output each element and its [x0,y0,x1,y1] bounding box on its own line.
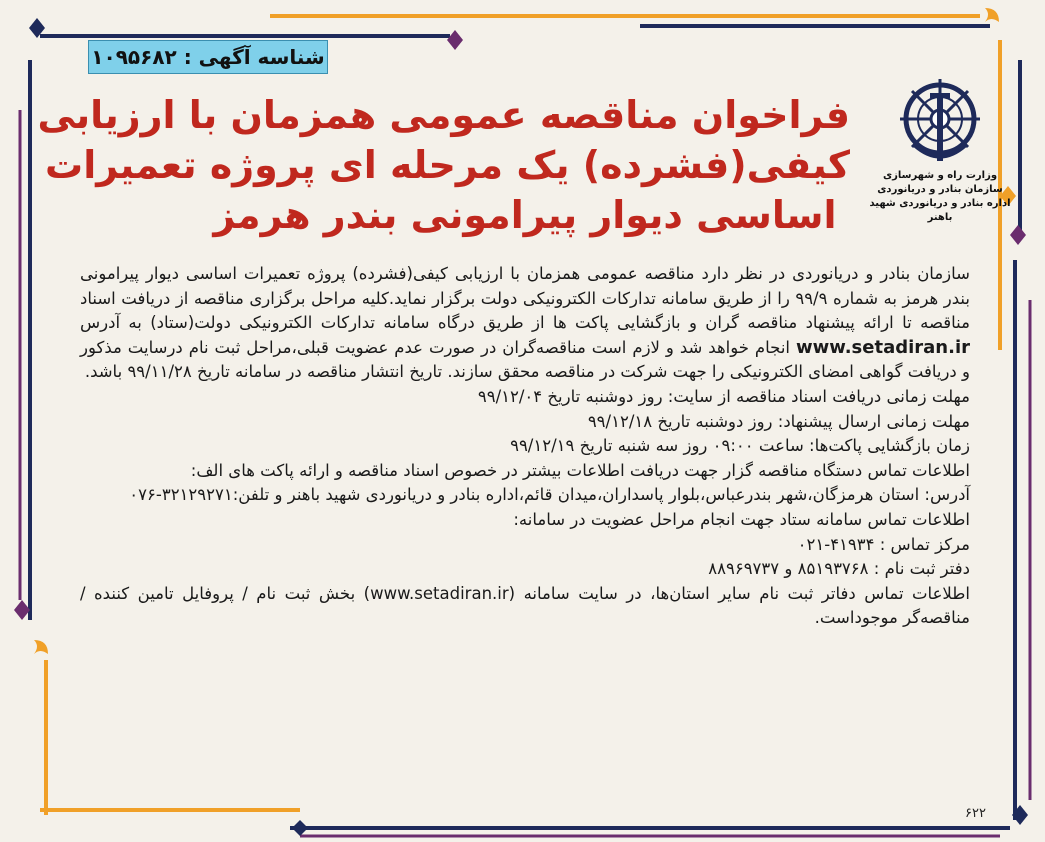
ad-id-badge: شناسه آگهی : ۱۰۹۵۶۸۲ [88,40,328,74]
title-line-2: کیفی(فشرده) یک مرحله ای پروژه تعمیرات [45,143,850,187]
provincial-offices: اطلاعات تماس دفاتر ثبت نام سایر استان‌ها، در سایت سامانه (www.setadiran.ir) بخش ثبت نام / پروفایل تامین کننده / مناقصه‌گر موجوداست. [80,583,970,628]
intro-paragraph: سازمان بنادر و دریانوردی در نظر دارد مناقصه عمومی همزمان با ارزیابی کیفی(فشرده) پروژه تعمیرات اساسی دیوار پیرامونی بندر هرمز به شماره ۹۹/۹ را از طریق سامانه تدارکات الکترونیکی دولت برگزار نماید.کلیه مراحل برگزاری مناقصه از دریافت اسناد مناقصه تا ارائه پیشنهاد مناقصه گران و بازگشایی پاکت ها از طریق درگاه سامانه تدارکات الکترونیکی دولت(ستاد) به آدرس www.setadiran.ir انجام خواهد شد و لازم است مناقصه‌گران در صورت عدم عضویت قبلی،مراحل ثبت نام درسایت مذکور و دریافت گواهی امضای الکترونیکی را جهت شرکت در مناقصه محقق سازند. تاریخ انتشار مناقصه در سامانه تاریخ ۹۹/۱۱/۲۸ باشد. [80,264,970,382]
logo-line-office: اداره بنادر و دریانوردی شهید باهنر [869,198,1011,223]
tender-title [37,90,850,240]
document-deadline: مهلت زمانی دریافت اسناد مناقصه از سایت: روز دوشنبه تاریخ ۹۹/۱۲/۰۴ [477,386,970,406]
address-line: آدرس: استان هرمزگان،شهر بندرعباس،بلوار پاسداران،میدان قائم،اداره بنادر و دریانوردی شهید باهنر و تلفن:۳۲۱۲۹۲۷۱-۰۷۶ [129,485,970,505]
call-center: مرکز تماس : ۴۱۹۳۴-۰۲۱ [797,534,970,554]
title-line-3: اساسی دیوار پیرامونی بندر هرمز [213,193,837,237]
setadiran-url[interactable]: www.setadiran.ir [795,336,970,358]
logo-line-organization: سازمان بنادر و دریانوردی [877,184,1003,195]
tender-body [80,262,970,631]
ports-organization-logo [860,75,1020,245]
footer-number: ۶۲۲ [965,806,986,821]
registration-office: دفتر ثبت نام : ۸۵۱۹۳۷۶۸ و ۸۸۹۶۹۷۳۷ [708,559,970,579]
contact-heading: اطلاعات تماس دستگاه مناقصه گزار جهت دریافت اطلاعات بیشتر در خصوص اسناد مناقصه و ارائه پاکت های الف: [190,460,970,480]
anchor-wheel-icon [895,75,985,167]
setad-contact-heading: اطلاعات تماس سامانه ستاد جهت انجام مراحل عضویت در سامانه: [513,509,970,529]
opening-time: زمان بازگشایی پاکت‌ها: ساعت ۰۹:۰۰ روز سه شنبه تاریخ ۹۹/۱۲/۱۹ [510,436,970,456]
title-line-1: فراخوان مناقصه عمومی همزمان با ارزیابی [37,93,850,137]
proposal-deadline: مهلت زمانی ارسال پیشنهاد: روز دوشنبه تاریخ ۹۹/۱۲/۱۸ [587,411,970,431]
logo-line-ministry: وزارت راه و شهرسازی [882,170,998,181]
